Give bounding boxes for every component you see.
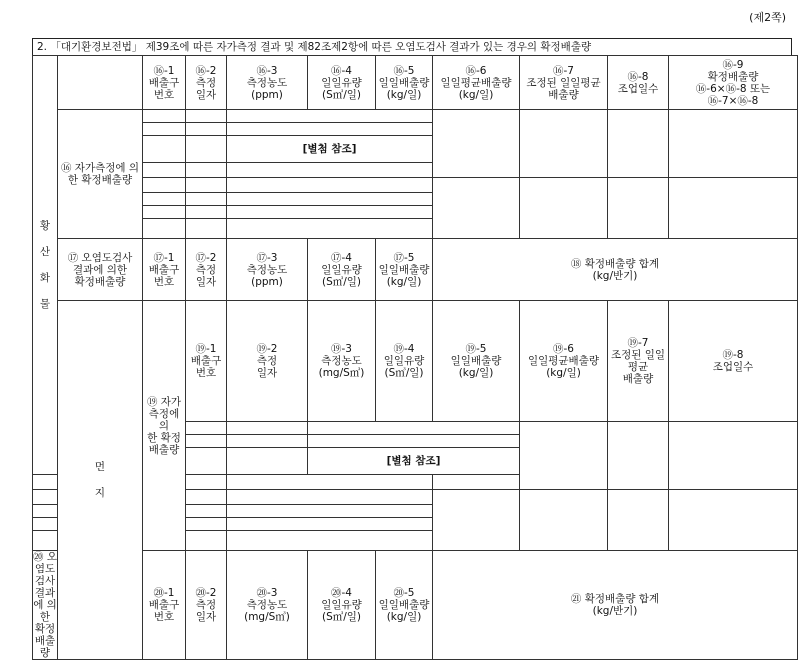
dust-header-19-6 bbox=[520, 301, 608, 422]
sox-header-16-5-line: ⑯-5 bbox=[393, 64, 415, 77]
sox-total-label-line: (kg/반기) bbox=[592, 269, 638, 282]
dust-confirmed-cell[interactable] bbox=[669, 490, 798, 551]
dust-header-19-1-line: 번호 bbox=[195, 367, 217, 379]
sox-header-16-8-line: 조업일수 bbox=[617, 82, 659, 95]
sox-header-17-2-line: 측정 bbox=[195, 263, 217, 276]
sox-total-label bbox=[433, 239, 798, 301]
sox-header-16-5-line: 일일배출량 bbox=[378, 76, 430, 89]
dust-header-20-5-line: 일일배출량 bbox=[378, 599, 430, 611]
sox-header-17-2 bbox=[186, 239, 227, 301]
sox-confirmed-cell[interactable] bbox=[669, 178, 798, 239]
dust-header-19-3 bbox=[308, 301, 376, 422]
dust-date-cell[interactable] bbox=[186, 490, 227, 505]
sox-outlet-cell[interactable] bbox=[143, 219, 186, 239]
sox-header-16-8-line: ⑯-8 bbox=[627, 70, 649, 83]
section-label-dust bbox=[58, 301, 143, 660]
dust-header-19-1-line: 배출구 bbox=[190, 355, 222, 367]
sox-header-16-2-line: 일자 bbox=[195, 88, 217, 101]
sox-header-16-6 bbox=[433, 56, 520, 110]
dust-self-label bbox=[143, 301, 186, 551]
dust-days-cell[interactable] bbox=[669, 422, 798, 490]
dust-header-20-3 bbox=[227, 551, 308, 660]
sox-header-17-3-line: ⑰-3 bbox=[256, 251, 278, 264]
sox-inspection-label-line: 확정배출량 bbox=[74, 275, 126, 288]
dust-header-19-2-line: ⑲-2 bbox=[256, 343, 278, 355]
sox-header-17-4 bbox=[308, 239, 376, 301]
dust-header-19-8-line: ⑲-8 bbox=[722, 349, 744, 361]
sox-header-16-9-line: ⑯-6×⑯-8 또는 bbox=[695, 82, 771, 95]
dust-header-20-5-line: ⑳-5 bbox=[393, 587, 415, 599]
sox-header-17-5-line: 일일배출량 bbox=[378, 263, 430, 276]
sox-header-17-1-line: 배출구 bbox=[148, 263, 180, 276]
dust-header-19-6-line: ⑲-6 bbox=[553, 343, 574, 355]
sox-header-17-3 bbox=[227, 239, 308, 301]
dust-outlet-cell[interactable] bbox=[186, 422, 227, 435]
sox-self-label-line: ⑯ 자가측정에 의 bbox=[60, 162, 140, 174]
sox-outlet-cell[interactable] bbox=[143, 163, 186, 178]
sox-outlet-cell[interactable] bbox=[143, 206, 186, 219]
sox-header-17-5-line: (kg/일) bbox=[386, 275, 422, 288]
sox-header-16-2-line: 측정 bbox=[195, 76, 217, 89]
dust-avg-cell[interactable] bbox=[433, 490, 520, 551]
sox-header-16-2-line: ⑯-2 bbox=[195, 64, 217, 77]
dust-date-cell[interactable] bbox=[186, 531, 227, 551]
sox-header-17-1 bbox=[143, 239, 186, 301]
sox-date-cell[interactable] bbox=[186, 123, 227, 136]
sox-header-17-1-line: 번호 bbox=[153, 275, 175, 288]
dust-measure-cell[interactable] bbox=[227, 475, 433, 490]
sox-date-cell[interactable] bbox=[186, 219, 227, 239]
dust-header-19-5-line: (kg/일) bbox=[458, 367, 494, 379]
dust-header-20-1 bbox=[143, 551, 186, 660]
sox-outlet-cell[interactable] bbox=[143, 193, 186, 206]
sox-adjusted-cell[interactable] bbox=[520, 110, 608, 178]
sox-days-cell[interactable] bbox=[608, 178, 669, 239]
sox-adjusted-cell[interactable] bbox=[520, 178, 608, 239]
dust-header-20-4-line: (S㎥/일) bbox=[321, 611, 362, 623]
sox-outlet-cell[interactable] bbox=[143, 178, 186, 193]
dust-inspection-label-line: 확정배출량 bbox=[34, 623, 56, 659]
sox-outlet-cell[interactable] bbox=[143, 123, 186, 136]
dust-header-19-8 bbox=[669, 301, 798, 422]
dust-date-cell[interactable] bbox=[186, 518, 227, 531]
sox-header-16-1-line: 배출구 bbox=[148, 76, 180, 89]
dust-outlet-cell[interactable] bbox=[186, 435, 227, 448]
sox-measure-cell[interactable] bbox=[227, 193, 433, 206]
dust-header-19-5-line: 일일배출량 bbox=[450, 355, 502, 367]
sox-date-cell[interactable] bbox=[186, 163, 227, 178]
dust-days-cell[interactable] bbox=[608, 490, 669, 551]
dust-date-cell[interactable] bbox=[227, 435, 308, 448]
sox-header-16-5-line: (kg/일) bbox=[386, 88, 422, 101]
dust-measure-cell[interactable] bbox=[227, 490, 433, 505]
sox-date-cell[interactable] bbox=[186, 193, 227, 206]
sox-header-16-4-line: ⑯-4 bbox=[331, 64, 352, 77]
dust-self-label-line: 한 확정배출량 bbox=[147, 431, 181, 456]
sox-header-17-2-line: ⑰-2 bbox=[195, 251, 217, 264]
dust-measure-cell[interactable] bbox=[227, 505, 433, 518]
dust-header-20-2-line: 측정 bbox=[195, 599, 217, 611]
section-label-sox-line: 물 bbox=[39, 298, 51, 310]
sox-header-16-1-line: ⑯-1 bbox=[153, 64, 175, 77]
dust-header-19-6-line: 일일평균배출량 bbox=[527, 355, 599, 367]
sox-header-16-7-line: 배출량 bbox=[548, 88, 579, 101]
dust-date-cell[interactable] bbox=[186, 505, 227, 518]
sox-measure-cell[interactable] bbox=[227, 178, 433, 193]
sox-measure-cell[interactable] bbox=[227, 110, 433, 123]
sox-header-16-8 bbox=[608, 56, 669, 110]
dust-header-19-3-line: ⑲-3 bbox=[331, 343, 352, 355]
sox-header-16-3-line: ⑯-3 bbox=[256, 64, 278, 77]
sox-header-17-1-line: ⑰-1 bbox=[153, 251, 175, 264]
sox-header-16-3-line: 측정농도 bbox=[246, 76, 288, 89]
sox-total-label-line: ⑱ 확정배출량 합계 bbox=[570, 257, 660, 270]
dust-avg-cell[interactable] bbox=[520, 422, 608, 490]
dust-measure-cell[interactable] bbox=[227, 531, 433, 551]
sox-header-16-4 bbox=[308, 56, 376, 110]
sox-header-16-7 bbox=[520, 56, 608, 110]
dust-measure-cell[interactable] bbox=[308, 435, 520, 448]
sox-header-16-6-line: ⑯-6 bbox=[465, 64, 487, 77]
dust-inspection-label-line: 결과에 의한 bbox=[33, 587, 57, 623]
dust-header-19-4 bbox=[376, 301, 433, 422]
sox-header-16-5 bbox=[376, 56, 433, 110]
sox-date-cell[interactable] bbox=[186, 110, 227, 123]
dust-date-cell[interactable] bbox=[186, 475, 227, 490]
dust-header-20-2-line: ⑳-2 bbox=[195, 587, 217, 599]
sox-days-cell[interactable] bbox=[608, 110, 669, 178]
sox-outlet-cell[interactable] bbox=[143, 136, 186, 163]
dust-header-19-1 bbox=[186, 301, 227, 422]
sox-header-16-9-line: ⑯-9 bbox=[722, 58, 744, 71]
dust-header-20-5-line: (kg/일) bbox=[386, 611, 422, 623]
dust-header-19-4-line: ⑲-4 bbox=[393, 343, 415, 355]
sox-header-16-4-line: 일일유량 bbox=[321, 76, 362, 89]
dust-inspection-label-line: ⑳ 오염도검사 bbox=[33, 551, 57, 587]
dust-inspection-label bbox=[33, 551, 58, 660]
dust-header-19-7-line: 조정된 일일평균 bbox=[610, 349, 666, 373]
section-label-sox-line: 황 bbox=[39, 220, 51, 232]
sox-header-16-6-line: (kg/일) bbox=[458, 88, 494, 101]
sox-inspection-label-line: ⑰ 오염도검사 bbox=[67, 251, 133, 264]
dust-header-19-7-line: 배출량 bbox=[622, 373, 654, 385]
dust-header-19-3-line: 측정농도 bbox=[321, 355, 362, 367]
page-number: (제2쪽) bbox=[749, 11, 786, 24]
sox-header-16-9 bbox=[669, 56, 798, 110]
dust-header-19-2-line: 일자 bbox=[256, 367, 278, 379]
sox-header-17-3-line: 측정농도 bbox=[246, 263, 288, 276]
dust-date-cell[interactable] bbox=[227, 422, 308, 435]
dust-adjusted-cell[interactable] bbox=[520, 490, 608, 551]
dust-header-19-4-line: (S㎥/일) bbox=[384, 367, 424, 379]
sox-header-17-5-line: ⑰-5 bbox=[393, 251, 415, 264]
dust-header-20-1-line: 번호 bbox=[153, 611, 175, 623]
section-label-sox-line: 화 bbox=[39, 272, 51, 284]
dust-header-20-4-line: ⑳-4 bbox=[331, 587, 352, 599]
sox-header-17-3-line: (ppm) bbox=[251, 275, 283, 288]
sox-avg-cell[interactable] bbox=[433, 178, 520, 239]
dust-outlet-cell[interactable] bbox=[186, 448, 227, 475]
dust-header-19-7-line: ⑲-7 bbox=[627, 337, 649, 349]
dust-measure-cell[interactable] bbox=[308, 422, 520, 435]
dust-header-19-2 bbox=[227, 301, 308, 422]
sox-date-cell[interactable] bbox=[186, 206, 227, 219]
sox-header-17-4-line: (S㎥/일) bbox=[321, 275, 362, 288]
sox-measure-cell[interactable] bbox=[227, 123, 433, 136]
dust-header-20-2-line: 일자 bbox=[195, 611, 217, 623]
dust-total-label bbox=[433, 551, 798, 660]
section-title: 2. 「대기환경보전법」 제39조에 따른 자가측정 결과 및 제82조제2항에 따른 오염도검사 결과가 있는 경우의 확정배출량 bbox=[32, 38, 792, 56]
sox-self-label-line: 한 확정배출량 bbox=[67, 174, 133, 186]
sox-header-16-1-line: 번호 bbox=[153, 88, 175, 101]
dust-header-19-4-line: 일일유량 bbox=[383, 355, 425, 367]
sox-header-16-4-line: (S㎥/일) bbox=[321, 88, 362, 101]
dust-outlet-cell[interactable] bbox=[33, 505, 58, 518]
dust-header-19-8-line: 조업일수 bbox=[712, 361, 754, 373]
dust-outlet-cell[interactable] bbox=[33, 490, 58, 505]
sox-measure-cell[interactable] bbox=[227, 163, 433, 178]
sox-header-16-7-line: 조정된 일일평균 bbox=[526, 76, 601, 89]
sox-header-17-4-line: ⑰-4 bbox=[331, 251, 352, 264]
sox-header-16-3-line: (ppm) bbox=[251, 88, 283, 101]
dust-header-20-1-line: 배출구 bbox=[148, 599, 180, 611]
dust-total-label-line: (kg/반기) bbox=[592, 605, 638, 617]
sox-measure-cell[interactable] bbox=[227, 219, 433, 239]
dust-measure-cell[interactable] bbox=[227, 518, 433, 531]
sox-inspection-label-line: 결과에 의한 bbox=[72, 263, 128, 276]
section-label-sox bbox=[33, 56, 58, 475]
dust-self-label-line: ⑲ 자가측정에 의 bbox=[146, 395, 182, 432]
sox-header-16-1 bbox=[143, 56, 186, 110]
section-label-dust-line: 지 bbox=[94, 487, 106, 499]
dust-outlet-cell[interactable] bbox=[33, 475, 58, 490]
sox-confirmed-cell[interactable] bbox=[669, 110, 798, 178]
section-label-sox-line: 산 bbox=[39, 246, 51, 258]
sox-avg-cell[interactable] bbox=[433, 110, 520, 178]
sox-header-16-6-line: 일일평균배출량 bbox=[440, 76, 512, 89]
sox-outlet-cell[interactable] bbox=[143, 110, 186, 123]
dust-header-19-5 bbox=[433, 301, 520, 422]
sox-header-16-2 bbox=[186, 56, 227, 110]
sox-header-16-9-line: ⑯-7×⑯-8 bbox=[707, 94, 759, 107]
sox-date-cell[interactable] bbox=[186, 136, 227, 163]
dust-date-cell[interactable] bbox=[227, 448, 308, 475]
sox-header-17-4-line: 일일유량 bbox=[321, 263, 362, 276]
sox-date-cell[interactable] bbox=[186, 178, 227, 193]
sox-header-16-3 bbox=[227, 56, 308, 110]
sox-self-header-spacer bbox=[58, 56, 143, 110]
sox-self-label bbox=[58, 110, 143, 239]
sox-header-17-5 bbox=[376, 239, 433, 301]
dust-header-20-2 bbox=[186, 551, 227, 660]
sox-header-16-7-line: ⑯-7 bbox=[553, 64, 574, 77]
dust-total-label-line: ㉑ 확정배출량 합계 bbox=[570, 593, 660, 605]
dust-header-19-2-line: 측정 bbox=[256, 355, 278, 367]
dust-header-20-5 bbox=[376, 551, 433, 660]
dust-adjusted-cell[interactable] bbox=[608, 422, 669, 490]
dust-reference-note: [별첨 참조] bbox=[308, 448, 520, 475]
sox-measure-cell[interactable] bbox=[227, 206, 433, 219]
dust-header-19-6-line: (kg/일) bbox=[546, 367, 581, 379]
dust-header-19-1-line: ⑲-1 bbox=[195, 343, 217, 355]
dust-header-19-5-line: ⑲-5 bbox=[465, 343, 487, 355]
dust-header-19-7 bbox=[608, 301, 669, 422]
dust-header-19-3-line: (mg/S㎥) bbox=[318, 367, 365, 379]
sox-header-16-9-line: 확정배출량 bbox=[707, 70, 759, 83]
dust-header-20-1-line: ⑳-1 bbox=[153, 587, 175, 599]
emission-table bbox=[32, 55, 798, 660]
dust-outlet-cell[interactable] bbox=[33, 531, 58, 551]
dust-outlet-cell[interactable] bbox=[33, 518, 58, 531]
sox-reference-note: [별첨 참조] bbox=[227, 136, 433, 163]
sox-header-17-2-line: 일자 bbox=[195, 275, 217, 288]
dust-header-20-3-line: ⑳-3 bbox=[256, 587, 278, 599]
sox-inspection-label bbox=[58, 239, 143, 301]
section-label-dust-line: 먼 bbox=[94, 461, 106, 473]
dust-header-20-4-line: 일일유량 bbox=[321, 599, 362, 611]
dust-header-20-3-line: (mg/S㎥) bbox=[244, 611, 290, 623]
dust-header-20-4 bbox=[308, 551, 376, 660]
dust-header-20-3-line: 측정농도 bbox=[246, 599, 288, 611]
